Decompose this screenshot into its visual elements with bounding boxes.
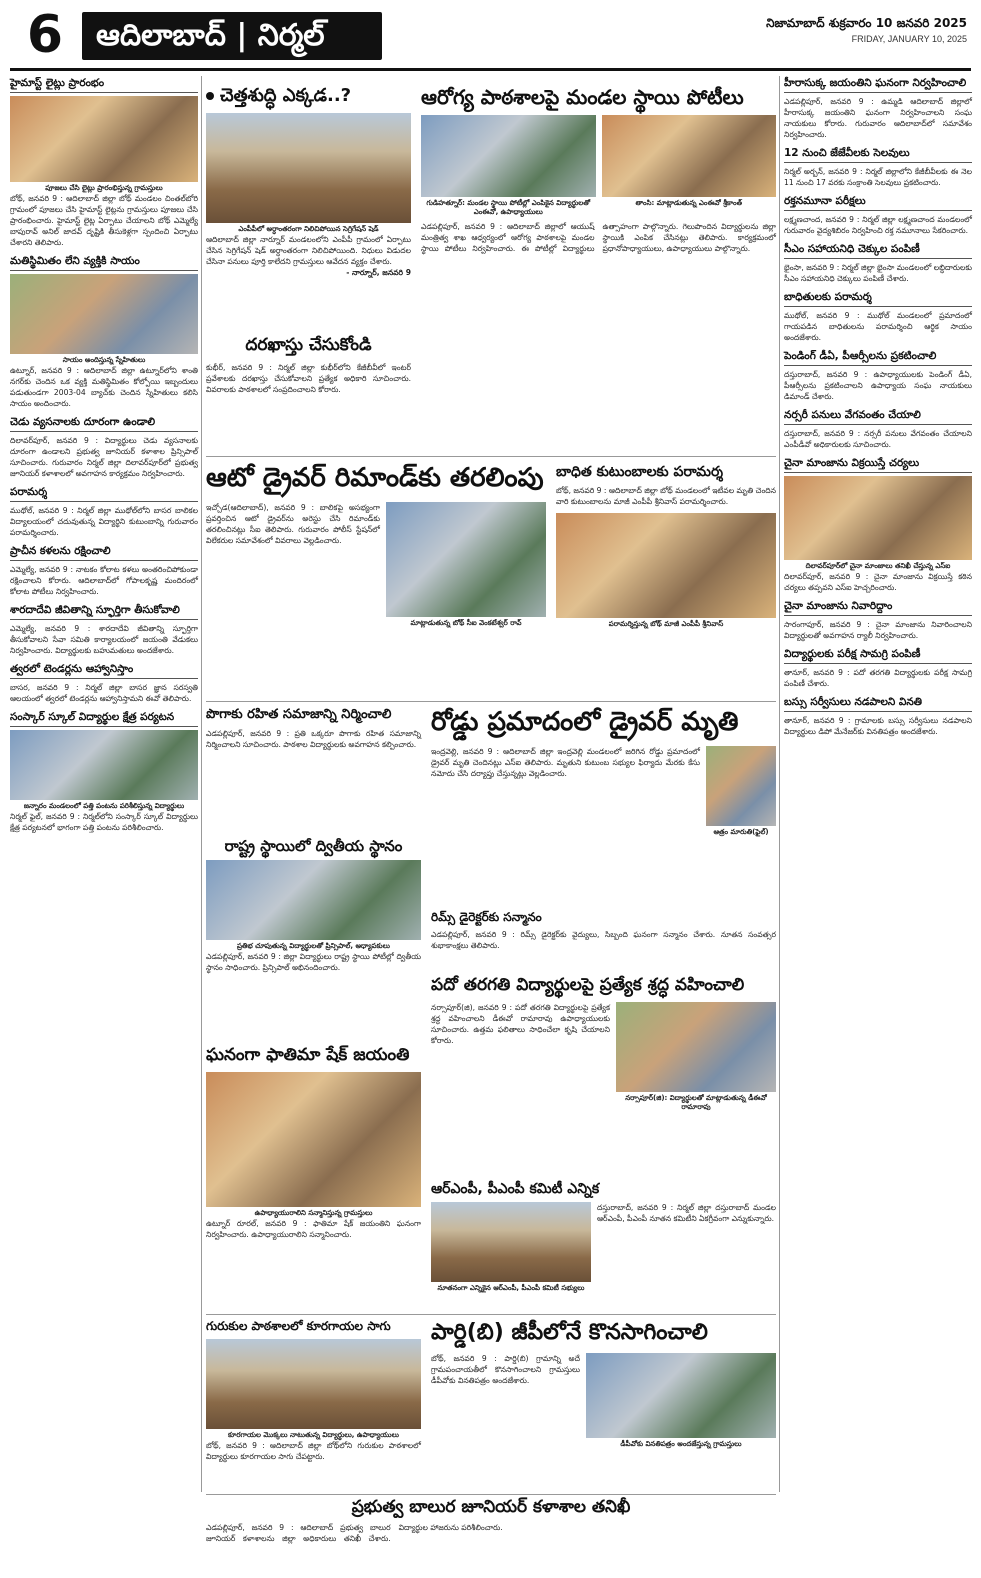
photo-caption: ఆత్రం మారుతి(ఫైల్) bbox=[713, 827, 769, 836]
news-brief bbox=[784, 242, 972, 284]
brief-headline: పెండింగ్ డీఏ, పీఆర్సీలను ప్రకటించాలి bbox=[784, 349, 972, 366]
story-headline: ఆర్ఎంపీ, పీఎంపీ కమిటీ ఎన్నిక bbox=[431, 1181, 600, 1197]
story-photo bbox=[431, 1202, 591, 1282]
news-brief bbox=[784, 408, 972, 450]
news-brief bbox=[10, 544, 198, 597]
brief-body: ముథోల్, జనవరి 9 : నిర్మల్ జిల్లా ముథోల్‌లోని బాసర బాలికల విద్యాలయంలో చదువుతున్న విద్యార్థిని కుటుంబాన్ని గురువారం పరామర్శించారు. bbox=[10, 506, 198, 537]
story-headline: పొగాకు రహిత సమాజాన్ని నిర్మించాలి bbox=[206, 707, 392, 722]
brief-body: సారంగాపూర్, జనవరి 9 : చైనా మాంజాను నివారించాలని విద్యార్థులతో అవగాహన ర్యాలీ నిర్వహించారు. bbox=[784, 620, 972, 640]
brief-body: దిలావర్‌పూర్, జనవరి 9 : విద్యార్థులు చెడు వ్యసనాలకు దూరంగా ఉండాలని ప్రభుత్వ జూనియర్ కళాశాల ప్రిన్సిపాల్ సూచించారు. గురువారం నిర్మల్ జిల్లా దిలావర్‌పూర్‌లో ప్రభుత్వ జూనియర్ కళాశాలలో అవగాహన కార్యక్రమం నిర్వహించారు. bbox=[10, 436, 198, 478]
story bbox=[421, 86, 776, 406]
news-brief bbox=[784, 647, 972, 689]
brief-body: నిర్మల్ అర్బన్, జనవరి 9 : నిర్మల్ జిల్లాలోని కేజీబీవీలకు ఈ నెల 11 నుంచి 17 వరకు సంక్రాంతి సెలవులు ప్రకటించారు. bbox=[784, 167, 972, 187]
story-body: బోథ్, జనవరి 9 : ఆదిలాబాద్ జిల్లా బోథ్‌లోని గురుకుల పాఠశాలలో విద్యార్థులు కూరగాయల సాగు చేపట్టారు. bbox=[206, 1440, 421, 1461]
section-rule bbox=[206, 1314, 776, 1315]
column-divider bbox=[201, 76, 202, 1492]
brief-headline: పరామర్శ bbox=[10, 485, 198, 502]
photo-caption: నర్సాపూర్(జి): విద్యార్థులతో మాట్లాడుతున్న డీఈవో రామారావు bbox=[625, 1093, 767, 1111]
story-headline: రాష్ట్ర స్థాయిలో ద్వితీయ స్థానం bbox=[224, 837, 403, 855]
brief-body: తానూర్, జనవరి 9 : పదో తరగతి విద్యార్థులకు పరీక్ష సామగ్రి పంపిణీ చేశారు. bbox=[784, 668, 972, 688]
column-divider bbox=[779, 76, 780, 1492]
brief-headline: త్వరలో టెండర్లను ఆహ్వానిస్తాం bbox=[10, 662, 198, 679]
news-brief bbox=[10, 76, 198, 248]
news-brief bbox=[10, 254, 198, 409]
story-headline: బాధిత కుటుంబాలకు పరామర్శ bbox=[556, 464, 724, 480]
photo-caption: గుడిహత్నూర్: మండల స్థాయి పోటీల్లో ఎంపికైన విద్యార్థులతో ఎంఈవో, ఉపాధ్యాయులు bbox=[426, 199, 591, 216]
story bbox=[431, 708, 776, 908]
brief-headline: సీఎం సహాయనిధి చెక్కుల పంపిణీ bbox=[784, 242, 972, 259]
story-headline: ఆటో డ్రైవర్ రిమాండ్‌కు తరలింపు bbox=[206, 463, 544, 493]
photo-block bbox=[602, 115, 777, 217]
photo-caption: ఎంపీపీలో అర్ధాంతరంగా నిలిచిపోయిన సెగ్రిగేషన్ షెడ్ bbox=[238, 224, 379, 233]
photo-block bbox=[616, 1002, 776, 1112]
story-body: బోథ్, జనవరి 9 : పార్డి(బి) గ్రామాన్ని అదే గ్రామపంచాయతీలో కొనసాగించాలని గ్రామస్తులు డీపీవోకు వినతిపత్రం అందజేశారు. bbox=[431, 1354, 580, 1386]
story bbox=[431, 1320, 776, 1490]
story-body: ఎడపల్లిపూర్, జనవరి 9 : జిల్లా విద్యార్థులు రాష్ట్ర స్థాయి పోటీల్లో ద్వితీయ స్థానం సాధించారు. ప్రిన్సిపాల్ అభినందించారు. bbox=[206, 952, 421, 973]
story-headline: గురుకుల పాఠశాలలో కూరగాయల సాగు bbox=[206, 1319, 391, 1333]
story-photo bbox=[206, 113, 411, 223]
page-number: 6 bbox=[26, 5, 64, 65]
story-body: ఎడపల్లిపూర్, జనవరి 9 : ఆదిలాబాద్ ప్రభుత్వ బాలుర జూనియర్ కళాశాలను జిల్లా అధికారులు తనిఖీ చేశారు. విద్యార్థుల హాజరును పరిశీలించారు. bbox=[206, 1522, 503, 1543]
story bbox=[556, 464, 776, 696]
photo-caption: తాంసి: మాట్లాడుతున్న ఎంఈవో శ్రీకాంత్ bbox=[635, 199, 743, 207]
story-body: ఆదిలాబాద్ జిల్లా నార్నూర్ మండలంలోని ఎంపీపీ గ్రామంలో ఏర్పాటు చేసిన సెగ్రిగేషన్ షెడ్ అర్ధాంతరంగా నిలిచిపోయింది. నిధులు విడుదల చేసినా పనులు పూర్తి కాలేదని గ్రామస్తులు ఆవేదన వ్యక్తం చేశారు. bbox=[206, 234, 411, 266]
brief-headline: ప్రాచీన కళలను రక్షించాలి bbox=[10, 544, 198, 561]
story-photo bbox=[602, 115, 777, 197]
main-area bbox=[206, 76, 776, 1543]
story-photo bbox=[206, 860, 421, 940]
story-headline: ప్రభుత్వ బాలుర జూనియర్ కళాశాల తనిఖీ bbox=[351, 1497, 631, 1517]
news-brief bbox=[784, 194, 972, 236]
masthead-rule bbox=[10, 68, 971, 71]
news-brief bbox=[10, 485, 198, 538]
brief-body: దస్తురాబాద్, జనవరి 9 : నర్సరీ పనులు వేగవంతం చేయాలని ఎంపీడీవో అధికారులకు సూచించారు. bbox=[784, 429, 972, 449]
news-photo bbox=[10, 96, 198, 182]
news-brief bbox=[784, 290, 972, 343]
left-column bbox=[10, 76, 198, 1492]
story-content bbox=[431, 1202, 776, 1293]
photo-block bbox=[706, 746, 776, 837]
news-brief bbox=[10, 710, 198, 833]
brief-body: ఎడపల్లిపూర్, జనవరి 9 : ఉమ్మడి ఆదిలాబాద్ జిల్లాలో హీరాసుక్క జయంతిని ఘనంగా నిర్వహించాలని సంఘ నాయకులు కోరారు. గురువారం ఆదిలాబాద్‌లో సమావేశం నిర్వహించారు. bbox=[784, 97, 972, 139]
story-content bbox=[431, 1353, 776, 1449]
photo-caption: కూరగాయల మొక్కలు నాటుతున్న విద్యార్థులు, ఉపాధ్యాయులు bbox=[228, 1430, 399, 1439]
photo-caption: జన్నారం మండలంలో పత్తి పంటను పరిశీలిస్తున్న విద్యార్థులు bbox=[23, 802, 185, 810]
brief-headline: శారదాదేవి జీవితాన్ని స్ఫూర్తిగా తీసుకోవాలి bbox=[10, 603, 198, 620]
story-body: ఎడపల్లిపూర్, జనవరి 9 : ప్రతి ఒక్కరూ పొగాకు రహిత సమాజాన్ని నిర్మించాలని సూచించారు. పాఠశాల విద్యార్థులకు అవగాహన కల్పించారు. bbox=[206, 728, 421, 749]
brief-headline: మతిస్థిమితం లేని వ్యక్తికి సాయం bbox=[10, 254, 198, 271]
news-brief bbox=[784, 599, 972, 641]
brief-body: ఎమ్మెల్యే, జనవరి 9 : నాటకం కోలాట కళలు అంతరించిపోకుండా రక్షించాలని కోరారు. ఆదిలాబాద్‌లో గోపాలకృష్ణ మందిరంలో కోలాట పోటీలు నిర్వహించారు. bbox=[10, 565, 198, 596]
brief-body: ఎమ్మెల్యే, జనవరి 9 : శారదాదేవి జీవితాన్ని స్ఫూర్తిగా తీసుకోవాలని సేవా సమితి కార్యాలయంలో జయంతి వేడుకలు నిర్వహించారు. విద్యార్థులకు బహుమతులు అందజేశారు. bbox=[10, 624, 198, 655]
news-photo bbox=[10, 274, 198, 354]
brief-body: బాసర, జనవరి 9 : నిర్మల్ జిల్లా బాసర జ్ఞాన సరస్వతి ఆలయంలో త్వరలో టెండర్లను ఆహ్వానిస్తామని ఈవో తెలిపారు. bbox=[10, 683, 198, 703]
news-brief bbox=[10, 415, 198, 479]
brief-body: భైంసా, జనవరి 9 : నిర్మల్ జిల్లా భైంసా మండలంలో లబ్ధిదారులకు సీఎం సహాయనిధి చెక్కులు పంపిణీ చేశారు. bbox=[784, 263, 972, 283]
story-photo bbox=[206, 1072, 421, 1207]
section-rule bbox=[206, 701, 776, 702]
edition-title: ఆదిలాబాద్ | నిర్మల్ bbox=[82, 12, 382, 60]
news-brief bbox=[784, 76, 972, 140]
photo-caption: పూజలు చేసి లైట్లు ప్రారంభిస్తున్న గ్రామస్తులు bbox=[45, 184, 163, 192]
story-body: ఎడపల్లిపూర్, జనవరి 9 : ఆదిలాబాద్ జిల్లాలో ఆయుష్ మంత్రిత్వ శాఖ ఆధ్వర్యంలో ఆరోగ్య పాఠశాలపై మండల స్థాయి పోటీలు నిర్వహించారు. ఈ పోటీల్లో విద్యార్థులు ఉత్సాహంగా పాల్గొన్నారు. గెలుపొందిన విద్యార్థులను జిల్లా స్థాయికి ఎంపిక చేసినట్లు తెలిపారు. కార్యక్రమంలో ప్రధానోపాధ్యాయులు, ఉపాధ్యాయులు పాల్గొన్నారు. bbox=[421, 222, 776, 253]
news-photo bbox=[10, 730, 198, 800]
story-body: ఉట్నూర్ రూరల్, జనవరి 9 : ఫాతిమా షేక్ జయంతిని ఘనంగా నిర్వహించారు. ఉపాధ్యాయురాలిని సన్మానించారు. bbox=[206, 1218, 421, 1239]
brief-body: దిలావర్‌పూర్, జనవరి 9 : చైనా మాంజాను విక్రయిస్తే కఠిన చర్యలు తప్పవని ఎస్ఐ హెచ్చరించారు. bbox=[784, 572, 972, 592]
date-english: FRIDAY, JANUARY 10, 2025 bbox=[851, 34, 967, 44]
photo-block bbox=[586, 1353, 776, 1449]
photo-caption: ప్రతిభ చూపుతున్న విద్యార్థులతో ప్రిన్సిపాల్, అధ్యాపకులు bbox=[237, 942, 390, 951]
brief-headline: బస్సు సర్వీసులు నడపాలని వినతి bbox=[784, 695, 972, 712]
story-body: దస్తురాబాద్, జనవరి 9 : నిర్మల్ జిల్లా దస్తురాబాద్ మండల ఆర్ఎంపీ, పీఎంపీ నూతన కమిటీని ఏకగ్రీవంగా ఎన్నుకున్నారు. bbox=[597, 1203, 776, 1224]
story-photo bbox=[421, 115, 596, 197]
date-telugu: నిజామాబాద్ శుక్రవారం 10 జనవరి 2025 bbox=[766, 16, 967, 30]
story-body: ఇంద్రవెల్లి, జనవరి 9 : ఆదిలాబాద్ జిల్లా ఇంద్రవెల్లి మండలంలో జరిగిన రోడ్డు ప్రమాదంలో డ్రైవర్ మృతి చెందినట్లు ఎస్ఐ తెలిపారు. మృతుని కుటుంబ సభ్యుల ఫిర్యాదు మేరకు కేసు నమోదు చేసి దర్యాప్తు చేస్తున్నట్లు వెల్లడించారు. bbox=[431, 746, 700, 778]
photo-block bbox=[431, 1202, 591, 1293]
story-body: బోథ్, జనవరి 9 : ఆదిలాబాద్ జిల్లా బోథ్ మండలంలో ఇటీవల మృతి చెందిన వారి కుటుంబాలను మాజీ ఎంపీపీ శ్రీనివాస్ పరామర్శించారు. bbox=[556, 486, 776, 507]
story-photo bbox=[206, 1339, 421, 1429]
story-body: ఇచ్చోడ(ఆదిలాబాద్), జనవరి 9 : బాలికపై అసభ్యంగా ప్రవర్తించిన ఆటో డ్రైవర్‌ను అరెస్టు చేసి రిమాండ్‌కు తరలించినట్లు సీఐ తెలిపారు. గురువారం పోలీస్ స్టేషన్‌లో విలేకరుల సమావేశంలో వివరాలు వెల్లడించారు. bbox=[206, 502, 380, 545]
bullet-icon bbox=[206, 92, 214, 100]
brief-headline: రక్తనమూనా పరీక్షలు bbox=[784, 194, 972, 211]
story-headline: రిమ్స్ డైరెక్టర్‌కు సన్మానం bbox=[431, 910, 542, 924]
story bbox=[206, 1046, 421, 1306]
news-brief bbox=[10, 662, 198, 704]
brief-headline: బాధితులకు పరామర్శ bbox=[784, 290, 972, 307]
masthead bbox=[0, 0, 981, 72]
story-photo bbox=[556, 513, 776, 618]
news-photo bbox=[784, 476, 972, 560]
story-photo bbox=[586, 1353, 776, 1438]
photo-block bbox=[421, 115, 596, 217]
photo-row bbox=[421, 115, 776, 217]
photo-caption: మాట్లాడుతున్న బోథ్ సీఐ వెంకటేశ్వర్ రావ్ bbox=[410, 618, 522, 627]
brief-body: బోథ్, జనవరి 9 : ఆదిలాబాద్ జిల్లా బోథ్ మండలం చింతల్‌బోరి గ్రామంలో పూజలు చేసి హైమాస్ట్ లైట్లను గ్రామస్తులు పూజలు చేసి ప్రారంభించారు. హైమాస్ట్ లైట్ల ఏర్పాటు చేయాలని బోథ్ ఎమ్మెల్యే బాపురావ్ అనిల్ జాదవ్ దృష్టికి తీసుకెళ్లగా స్పందించి ఏర్పాటు చేశారని తెలిపారు. bbox=[10, 194, 198, 247]
brief-headline: చైనా మాంజాను విక్రయిస్తే చర్యలు bbox=[784, 456, 972, 473]
story-headline: పార్డి(బి) జీపీలోనే కొనసాగించాలి bbox=[431, 1320, 708, 1345]
photo-caption: నూతనంగా ఎన్నికైన ఆర్ఎంపీ, పీఎంపీ కమిటీ సభ్యులు bbox=[437, 1284, 585, 1293]
news-brief bbox=[10, 603, 198, 656]
story bbox=[206, 86, 411, 324]
brief-body: ఉట్నూర్, జనవరి 9 : ఆదిలాబాద్ జిల్లా ఉట్నూర్‌లోని శాంతి నగర్‌కు చెందిన ఒక వ్యక్తి మతిస్థిమితం కోల్పోయి ఇబ్బందులు పడుతుండగా 2003-04 బ్యాచ్‌కు చెందిన స్నేహితులు కలిసి సాయం అందించారు. bbox=[10, 366, 198, 408]
story bbox=[431, 911, 776, 971]
story-headline: పదో తరగతి విద్యార్థులపై ప్రత్యేక శ్రద్ధ వహించాలి bbox=[431, 975, 745, 995]
story bbox=[206, 1320, 421, 1490]
story bbox=[431, 976, 776, 1176]
brief-body: నిర్మల్ ఫైల్, జనవరి 9 : నిర్మల్‌లోని సంస్కార్ స్కూల్ విద్యార్థులు క్షేత్ర పర్యటనలో భాగంగా పత్తి పంటను పరిశీలించారు. bbox=[10, 812, 198, 832]
photo-caption: దిలావర్‌పూర్‌లో చైనా మాంజాలు తనిఖీ చేస్తున్న ఎస్ఐ bbox=[805, 562, 951, 570]
story bbox=[206, 464, 546, 696]
story-headline: రోడ్డు ప్రమాదంలో డ్రైవర్ మృతి bbox=[431, 707, 739, 737]
news-brief bbox=[784, 456, 972, 593]
photo-caption: పరామర్శిస్తున్న బోథ్ మాజీ ఎంపీపీ శ్రీనివాస్ bbox=[608, 620, 724, 629]
story bbox=[431, 1181, 776, 1311]
story-content bbox=[431, 1002, 776, 1112]
news-brief bbox=[784, 146, 972, 188]
story bbox=[206, 708, 421, 828]
brief-headline: హైమాస్ట్ లైట్లు ప్రారంభం bbox=[10, 76, 198, 93]
brief-headline: నర్సరీ పనులు వేగవంతం చేయాలి bbox=[784, 408, 972, 425]
photo-caption: సాయం అందిస్తున్న స్నేహితులు bbox=[62, 356, 146, 364]
section-rule bbox=[206, 456, 776, 457]
story-headline: చెత్తశుద్ధి ఎక్కడ..? bbox=[206, 86, 411, 107]
brief-headline: హీరాసుక్క జయంతిని ఘనంగా నిర్వహించాలి bbox=[784, 76, 972, 93]
brief-headline: 12 నుంచి జేజేవీలకు సెలవులు bbox=[784, 146, 972, 163]
story-photo bbox=[386, 502, 546, 617]
story-content bbox=[206, 502, 546, 628]
story-headline: దరఖాస్తు చేసుకోండి bbox=[245, 335, 372, 355]
right-column bbox=[784, 76, 972, 1492]
story-body: నర్సాపూర్(జి), జనవరి 9 : పదో తరగతి విద్యార్థులపై ప్రత్యేక శ్రద్ధ వహించాలని డీఈవో రామారావు ఉపాధ్యాయులకు సూచించారు. ఉత్తమ ఫలితాలు సాధించేలా కృషి చేయాలని కోరారు. bbox=[431, 1002, 610, 1045]
brief-headline: చెడు వ్యసనాలకు దూరంగా ఉండాలి bbox=[10, 415, 198, 432]
story bbox=[206, 838, 421, 1038]
story-byline: - నార్నూర్, జనవరి 9 bbox=[346, 267, 411, 277]
section-rule bbox=[206, 1494, 776, 1495]
story-body: ఎడపల్లిపూర్, జనవరి 9 : రిమ్స్ డైరెక్టర్‌కు వైద్యులు, సిబ్బంది ఘనంగా సన్మానం చేశారు. నూతన సంవత్సర శుభాకాంక్షలు తెలిపారు. bbox=[431, 929, 776, 950]
story-headline: ఆరోగ్య పాఠశాలపై మండల స్థాయి పోటీలు bbox=[421, 85, 744, 109]
news-brief bbox=[784, 349, 972, 402]
story-body: కుభీర్, జనవరి 9 : నిర్మల్ జిల్లా కుభీర్‌లోని కేజీబీవీలో ఇంటర్ ప్రవేశాలకు దరఖాస్తు చేసుకోవాలని ప్రత్యేక అధికారి సూచించారు. వివరాలకు పాఠశాలలో సంప్రదించాలని కోరారు. bbox=[206, 362, 411, 394]
brief-body: ముథోల్, జనవరి 9 : ముథోల్ మండలంలో ప్రమాదంలో గాయపడిన బాధితులను పరామర్శించి ఆర్థిక సాయం అందజేశారు. bbox=[784, 311, 972, 342]
story-photo bbox=[706, 746, 776, 826]
photo-caption: ఉపాధ్యాయురాలిని సన్మానిస్తున్న గ్రామస్తులు bbox=[254, 1208, 373, 1217]
photo-block bbox=[386, 502, 546, 628]
photo-caption: డీపీవోకు వినతిపత్రం అందజేస్తున్న గ్రామస్తులు bbox=[620, 1440, 742, 1449]
brief-body: దస్తురాబాద్, జనవరి 9 : ఉపాధ్యాయులకు పెండింగ్ డీఏ, పీఆర్సీలను ప్రకటించాలని ఉపాధ్యాయ సంఘ నాయకులు డిమాండ్ చేశారు. bbox=[784, 370, 972, 401]
story-content bbox=[431, 746, 776, 837]
story bbox=[206, 1498, 776, 1578]
story-headline: ఘనంగా ఫాతిమా షేక్ జయంతి bbox=[206, 1045, 410, 1065]
brief-headline: చైనా మాంజాను నివారిద్దాం bbox=[784, 599, 972, 616]
news-brief bbox=[784, 695, 972, 737]
brief-headline: సంస్కార్ స్కూల్ విద్యార్థుల క్షేత్ర పర్యటన bbox=[10, 710, 198, 727]
brief-body: తానూర్, జనవరి 9 : గ్రామాలకు బస్సు సర్వీసులు నడపాలని విద్యార్థులు డిపో మేనేజర్‌కు వినతిపత్రం అందజేశారు. bbox=[784, 716, 972, 736]
brief-body: లక్ష్మణచాంద, జనవరి 9 : నిర్మల్ జిల్లా లక్ష్మణచాంద మండలంలో గురువారం వైద్యశిబిరం నిర్వహించి రక్త నమూనాలు సేకరించారు. bbox=[784, 215, 972, 235]
brief-headline: విద్యార్థులకు పరీక్ష సామగ్రి పంపిణీ bbox=[784, 647, 972, 664]
story bbox=[206, 336, 411, 446]
story-photo bbox=[616, 1002, 776, 1092]
